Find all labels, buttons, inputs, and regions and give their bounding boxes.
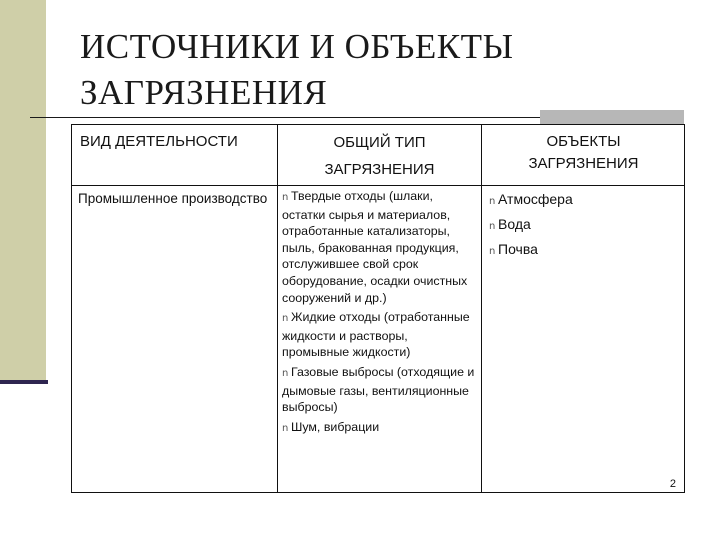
list-item: [282, 419, 478, 438]
page-number: 2: [669, 478, 676, 490]
slide-title: [80, 24, 514, 116]
cell-activity: Промышленное производство: [78, 191, 268, 206]
list-item: [489, 238, 679, 263]
bullet-icon: n: [489, 196, 496, 207]
header-pollution-type: [277, 129, 482, 183]
list-item-text: Вода: [498, 216, 531, 232]
list-item-text: Твердые отходы (шлаки, остатки сырья и материалов, отработанные катализаторы, пыль, бракованная продукция, отслужившее свой срок оборудование, осадки очистных сооружений и др.): [282, 189, 468, 305]
list-item-text: Газовые выбросы (отходящие и дымовые газы, вентиляционные выбросы): [282, 364, 475, 415]
list-item: [282, 188, 478, 306]
header-divider: [72, 185, 684, 186]
list-item-text: Шум, вибрации: [291, 419, 380, 434]
pollution-table: [71, 124, 685, 493]
header-pollution-type-line-1: ОБЩИЙ ТИП: [333, 134, 426, 151]
cell-pollution-types: [282, 188, 478, 440]
slide-title-line-2: ЗАГРЯЗНЕНИЯ: [80, 73, 328, 112]
slide-title-line-1: ИСТОЧНИКИ И ОБЪЕКТЫ: [80, 27, 514, 66]
bullet-icon: n: [282, 422, 289, 434]
list-item: [489, 188, 679, 213]
list-item-text: Атмосфера: [498, 191, 573, 207]
cell-pollution-objects: [489, 188, 679, 263]
header-pollution-objects-line-1: ОБЪЕКТЫ: [546, 133, 621, 150]
header-activity: ВИД ДЕЯТЕЛЬНОСТИ: [80, 133, 238, 150]
bullet-icon: n: [282, 192, 289, 203]
bullet-icon: n: [282, 313, 289, 325]
list-item: [282, 364, 478, 416]
accent-bar: [540, 110, 684, 124]
left-decor-band: [0, 0, 46, 380]
header-pollution-type-line-2: ЗАГРЯЗНЕНИЯ: [324, 161, 435, 178]
left-decor-accent: [0, 380, 48, 384]
list-item-text: Почва: [498, 241, 538, 257]
header-pollution-objects-line-2: ЗАГРЯЗНЕНИЯ: [528, 155, 639, 172]
header-pollution-objects: [482, 131, 685, 175]
list-item: [489, 213, 679, 238]
list-item-text: Жидкие отходы (отработанные жидкости и растворы, промывные жидкости): [282, 310, 470, 360]
bullet-icon: n: [489, 246, 496, 257]
bullet-icon: n: [282, 367, 289, 379]
bullet-icon: n: [489, 221, 496, 232]
list-item: [282, 309, 478, 361]
